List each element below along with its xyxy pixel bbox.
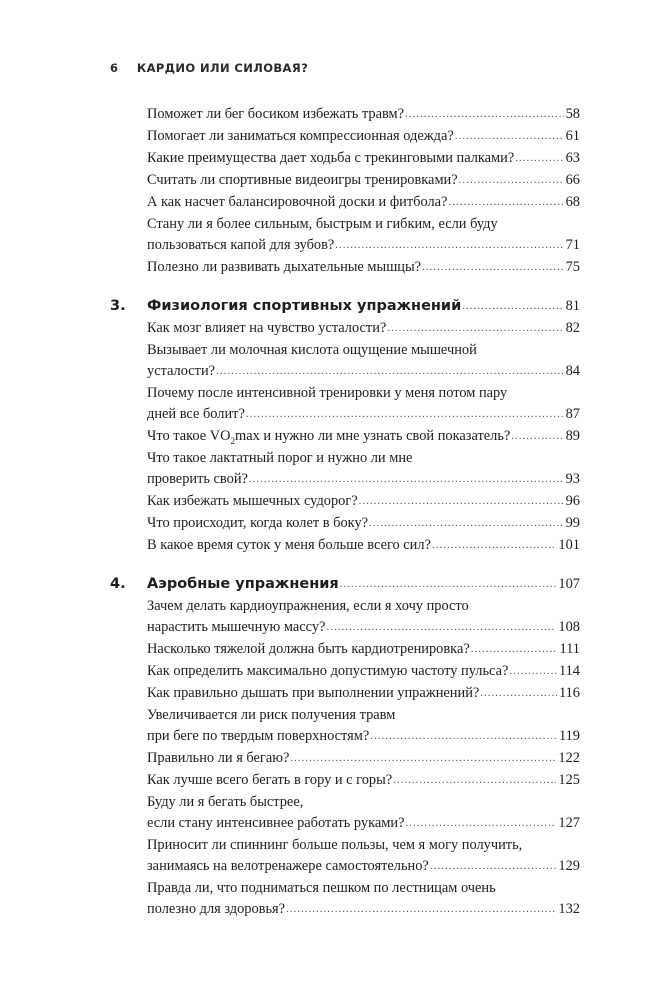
entry-text-part: Что такое VO [147,428,231,444]
leader-dots [326,617,556,638]
entry-text: Помогает ли заниматься компрессионная одежда? [147,128,454,144]
running-title: КАРДИО ИЛИ СИЛОВАЯ? [136,61,309,75]
entry-text: Как определить максимально допустимую частоту пульса? [147,663,509,679]
entry-text-line: Правда ли, что подниматься пешком по лестницам очень [147,880,496,896]
toc-entry [147,192,580,214]
leader-dots [405,813,556,834]
toc-entry [147,148,580,170]
leader-dots [370,726,557,747]
entry-text: Какие преимущества дает ходьба с трекинговыми палками? [147,150,515,166]
entry-text-line: Зачем делать кардиоупражнения, если я хочу просто [147,598,469,614]
toc-entry [147,491,580,513]
entry-page-number: 68 [565,194,580,210]
toc-entry [147,792,580,835]
toc-entry [147,683,580,705]
chapter-heading-3 [110,295,580,318]
page-number: 6 [110,61,119,75]
entry-last-line [147,126,580,148]
entry-last-line [147,469,580,491]
entry-last-line [147,856,580,878]
entry-page-number: 127 [558,815,580,831]
entry-page-number: 61 [565,128,580,144]
leader-dots [459,170,564,191]
toc-entry [147,878,580,921]
entry-text: В какое время суток у меня больше всего сил? [147,537,431,553]
entry-page-number: 108 [558,619,580,635]
entry-page-number: 66 [565,172,580,188]
leader-dots [509,661,557,682]
entry-last-line [147,361,580,383]
entry-last-line [147,770,580,792]
entry-text: Что происходит, когда колет в боку? [147,515,369,531]
entry-text-line: Приносит ли спиннинг больше пользы, чем я могу получить, [147,837,523,853]
entry-text: Как мозг влияет на чувство усталости? [147,320,387,336]
entry-page-number: 111 [559,641,580,657]
entry-text-line: Буду ли я бегать быстрее, [147,794,304,810]
entry-text-line: Увеличивается ли риск получения травм [147,707,396,723]
toc-entry [147,661,580,683]
entry-page-number: 122 [558,750,580,766]
entry-text: проверить свой? [147,471,248,487]
table-of-contents [110,104,580,921]
entry-text: А как насчет балансировочной доски и фитбола? [147,194,448,210]
toc-entry [147,340,580,383]
entry-page-number: 89 [565,428,580,444]
entry-last-line [147,535,580,557]
leader-dots [246,404,564,425]
entry-text: Как правильно дышать при выполнении упражнений? [147,685,480,701]
entry-last-line [147,748,580,770]
entry-text-line: Вызывает ли молочная кислота ощущение мышечной [147,342,477,358]
entry-text: нарастить мышечную массу? [147,619,326,635]
leader-dots [335,235,563,256]
entry-text: Насколько тяжелой должна быть кардиотренировка? [147,641,470,657]
entry-last-line [147,426,580,448]
entry-last-line [147,404,580,426]
toc-entry [147,705,580,748]
toc-entry [147,170,580,192]
entry-text-line: Почему после интенсивной тренировки у меня потом пару [147,385,508,401]
entry-text: дней все болит? [147,406,245,422]
entry-last-line [147,726,580,748]
running-head [110,61,308,75]
entry-page-number: 129 [558,858,580,874]
entry-text-line: Стану ли я более сильным, быстрым и гибким, если буду [147,216,498,232]
leader-dots [430,856,557,877]
leader-dots [432,535,556,556]
entry-last-line [147,661,580,683]
leader-dots [462,295,563,317]
entry-last-line [147,170,580,192]
chapter-heading-4 [110,573,580,596]
entry-page-number: 114 [558,663,580,679]
chapter-number: 3. [110,298,126,314]
leader-dots [480,683,557,704]
entry-last-line [147,513,580,535]
toc-entry [147,214,580,257]
toc-entry [147,383,580,426]
toc-entry [147,596,580,639]
entry-page-number: 99 [565,515,580,531]
entry-text: если стану интенсивнее работать руками? [147,815,405,831]
entry-page-number: 96 [565,493,580,509]
entry-page-number: 82 [565,320,580,336]
entry-page-number: 84 [565,363,580,379]
entry-text: пользоваться капой для зубов? [147,237,335,253]
top-entries [110,104,580,279]
entry-last-line [147,104,580,126]
leader-dots [422,257,564,278]
chapter-3-entries [110,318,580,557]
entry-last-line [147,318,580,340]
entry-text: Как лучше всего бегать в гору и с горы? [147,772,393,788]
entry-last-line [147,491,580,513]
chapter-page: 107 [558,576,580,592]
entry-text: усталости? [147,363,216,379]
toc-entry [147,448,580,491]
entry-page-number: 132 [558,901,580,917]
entry-page-number: 93 [565,471,580,487]
entry-last-line [147,639,580,661]
entry-last-line [147,813,580,835]
chapter-title: Аэробные упражнения [147,576,339,592]
toc-entry [147,513,580,535]
entry-page-number: 75 [565,259,580,275]
leader-dots [511,426,563,447]
toc-entry [147,257,580,279]
entry-text: Правильно ли я бегаю? [147,750,290,766]
entry-text: полезно для здоровья? [147,901,286,917]
entry-page-number: 125 [558,772,580,788]
leader-dots [515,148,563,169]
entry-page-number: 119 [558,728,580,744]
entry-text: Поможет ли бег босиком избежать травм? [147,106,405,122]
entry-page-number: 58 [565,106,580,122]
chapter-number: 4. [110,576,126,592]
leader-dots [286,899,556,920]
entry-last-line [147,899,580,921]
chapter-page: 81 [565,298,580,314]
entry-page-number: 71 [565,237,580,253]
leader-dots [369,513,564,534]
leader-dots [216,361,564,382]
chapter-4-entries [110,596,580,921]
toc-entry [147,318,580,340]
entry-text: занимаясь на велотренажере самостоятельно? [147,858,429,874]
entry-text: Полезно ли развивать дыхательные мышцы? [147,259,422,275]
entry-text: Считать ли спортивные видеоигры тренировками? [147,172,458,188]
entry-last-line [147,257,580,279]
toc-entry [147,426,580,448]
toc-entry [147,835,580,878]
entry-page-number: 116 [558,685,580,701]
leader-dots [448,192,563,213]
toc-entry [147,535,580,557]
chapter-title: Физиология спортивных упражнений [147,298,462,314]
leader-dots [471,639,558,660]
entry-last-line [147,235,580,257]
leader-dots [393,770,556,791]
entry-text: при беге по твердым поверхностям? [147,728,370,744]
entry-last-line [147,683,580,705]
toc-entry [147,748,580,770]
leader-dots [387,318,563,339]
entry-text: Как избежать мышечных судорог? [147,493,358,509]
leader-dots [290,748,556,769]
leader-dots [359,491,564,512]
entry-page-number: 87 [565,406,580,422]
entry-text-part: max и нужно ли мне узнать свой показатель? [235,428,511,444]
toc-entry [147,770,580,792]
entry-page-number: 101 [558,537,580,553]
entry-last-line [147,148,580,170]
leader-dots [249,469,564,490]
leader-dots [405,104,564,125]
toc-entry [147,126,580,148]
entry-text-line: Что такое лактатный порог и нужно ли мне [147,450,413,466]
leader-dots [340,573,557,595]
entry-text [147,426,510,447]
subscript-text: 2 [230,435,235,446]
toc-entry [147,639,580,661]
entry-last-line [147,617,580,639]
toc-entry [147,104,580,126]
entry-last-line [147,192,580,214]
leader-dots [455,126,564,147]
entry-page-number: 63 [565,150,580,166]
